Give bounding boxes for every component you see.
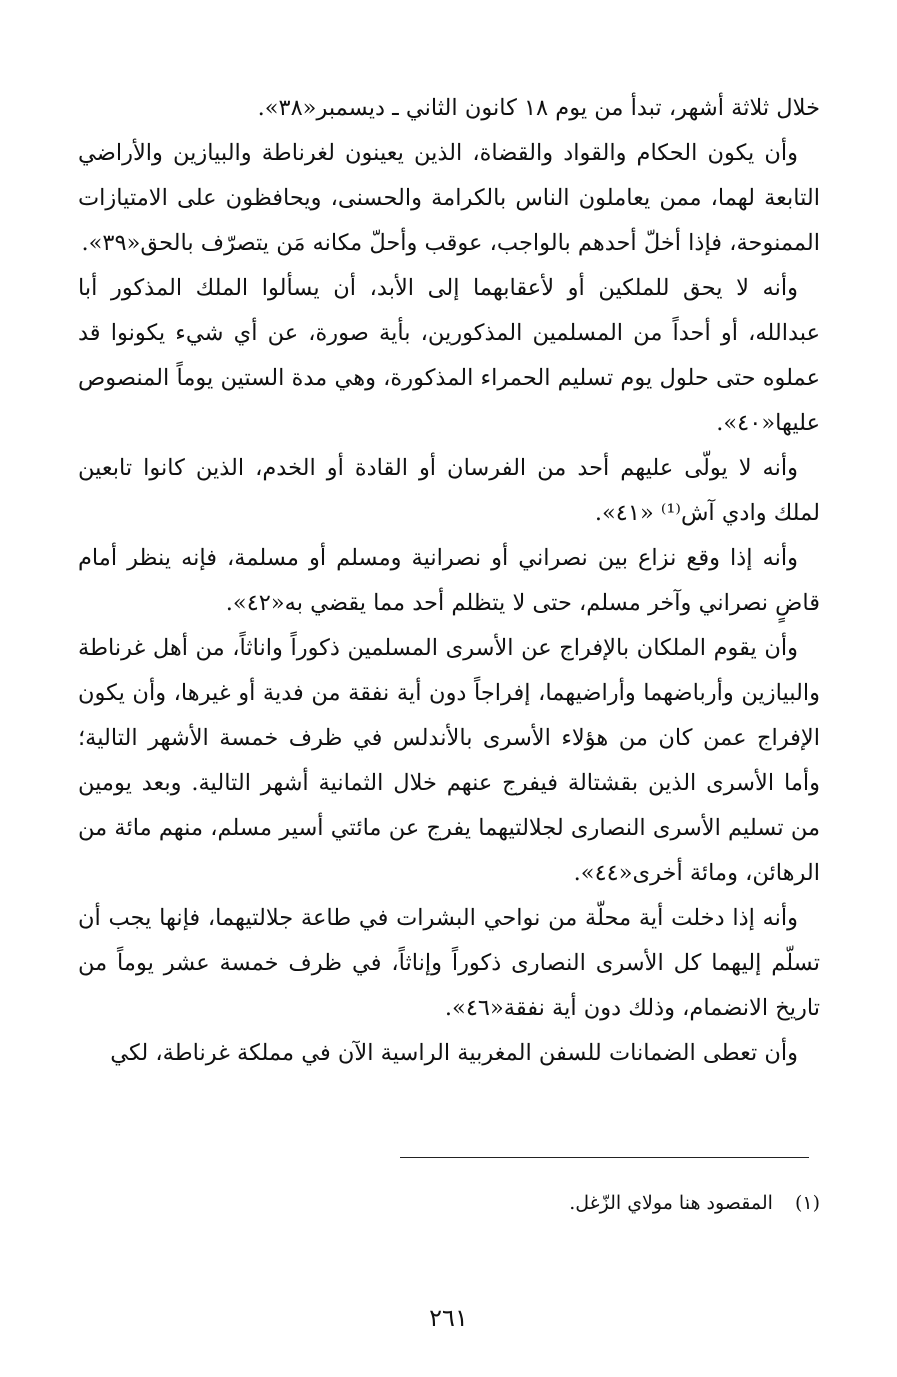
paragraph-continuation: خلال ثلاثة أشهر، تبدأ من يوم ١٨ كانون الثاني ـ ديسمبر«٣٨». [257,95,820,121]
paragraph-judges: وأن يكون الحكام والقواد والقضاة، الذين يعينون لغرناطة والبيازين والأراضي التابعة لهما، ممن يعاملون الناس بالكرامة والحسنى، ويحافظون على الامتيازات الممنوحة، فإذا أخلّ أحدهم بالواجب، عوقب وأحلّ مكانه مَن يتصرّف بالحق«٣٩». [78,140,820,256]
paragraph-prisoners: وأن يقوم الملكان بالإفراج عن الأسرى المسلمين ذكوراً واناثاً، من أهل غرناطة والبيازين وأرباضهما وأراضيهما، إفراجاً دون أية نفقة من فدية أو غيرها، وأن يكون الإفراج عمن كان من هؤلاء الأسرى بالأندلس في ظرف خمسة الأشهر التالية؛ وأما الأسرى الذين بقشتالة فيفرج عنهم خلال الثمانية أشهر التالية. وبعد يومين من تسليم الأسرى النصارى لجلالتيهما يفرج عن مائتي أسير مسلم، منهم مائة من الرهائن، ومائة أخرى«٤٤». [78,635,820,886]
paragraph-knights: وأنه لا يولّى عليهم أحد من الفرسان أو القادة أو الخدم، الذين كانوا تابعين لملك وادي آش⁽¹⁾ «٤١». [78,455,820,526]
footnote-text: المقصود هنا مولاي الزّغل. [569,1192,773,1214]
paragraph-ships: وأن تعطى الضمانات للسفن المغربية الراسية الآن في مملكة غرناطة، لكي [110,1040,798,1066]
footnote-divider [400,1157,809,1158]
paragraph-king-abdallah: وأنه لا يحق للملكين أو لأعقابهما إلى الأبد، أن يسألوا الملك المذكور أبا عبدالله، أو أحداً من المسلمين المذكورين، بأية صورة، عن أي شيء يكونوا قد عملوه حتى حلول يوم تسليم الحمراء المذكورة، وهي مدة الستين يوماً المنصوص عليها«٤٠». [78,275,820,436]
footnote [78,1186,820,1220]
body-text [78,86,820,1076]
paragraph-disputes: وأنه إذا وقع نزاع بين نصراني أو نصرانية ومسلم أو مسلمة، فإنه ينظر أمام قاضٍ نصراني وآخر مسلم، حتى لا يتظلم أحد مما يقضي به«٤٢». [78,545,820,616]
footnote-number: (١) [794,1192,820,1214]
page-number: ٢٦١ [429,1304,468,1332]
paragraph-alpujarras: وأنه إذا دخلت أية محلّة من نواحي البشرات في طاعة جلالتيهما، فإنها يجب أن تسلّم إليهما كل الأسرى النصارى ذكوراً وإناثاً، في ظرف خمسة عشر يوماً من تاريخ الانضمام، وذلك دون أية نفقة«٤٦». [78,905,820,1021]
